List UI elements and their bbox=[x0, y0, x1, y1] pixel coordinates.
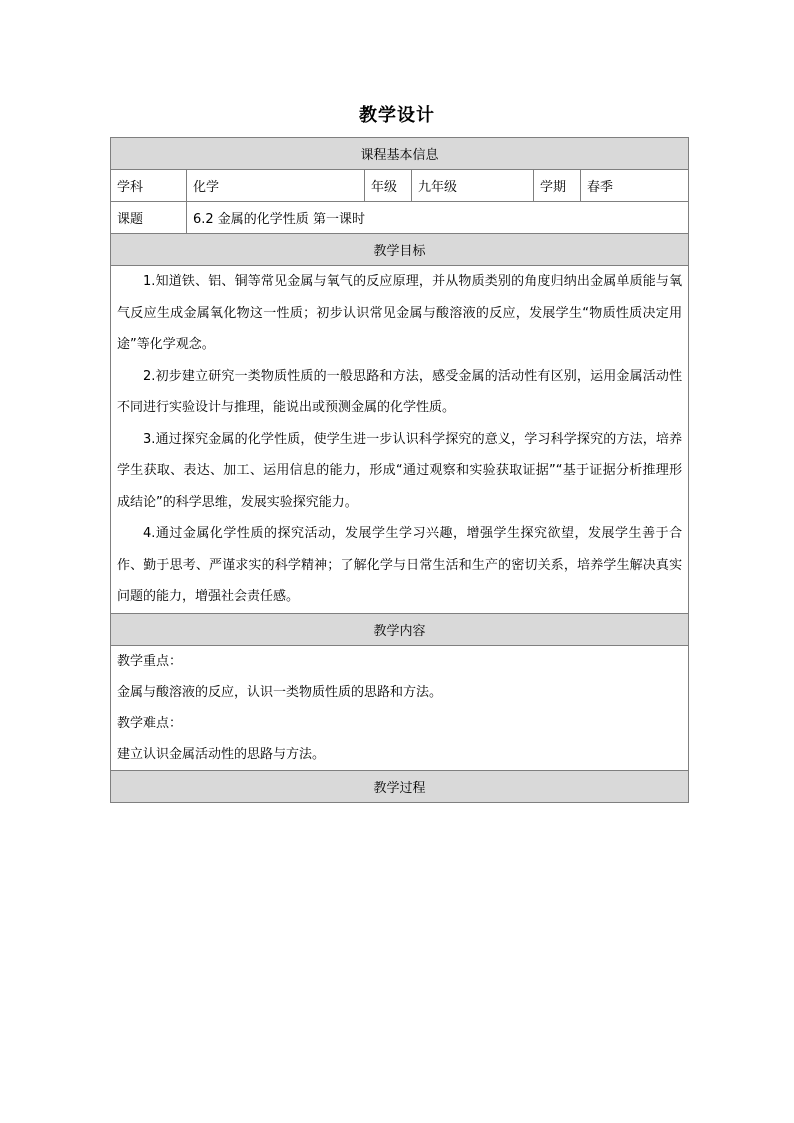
subject-row bbox=[111, 170, 689, 202]
topic-row bbox=[111, 202, 689, 234]
content-cell bbox=[111, 645, 689, 770]
term-label: 学期 bbox=[534, 170, 581, 202]
grade-value: 九年级 bbox=[412, 170, 534, 202]
objectives-row bbox=[111, 266, 689, 614]
difficulties-text: 建立认识金属活动性的思路与方法。 bbox=[117, 746, 326, 762]
subject-value: 化学 bbox=[187, 170, 365, 202]
content-header-row bbox=[111, 613, 689, 645]
grade-label: 年级 bbox=[365, 170, 412, 202]
basic-info-header: 课程基本信息 bbox=[111, 138, 689, 170]
objectives-header-row bbox=[111, 234, 689, 266]
process-header: 教学过程 bbox=[111, 770, 689, 802]
content-row bbox=[111, 645, 689, 770]
objectives-header: 教学目标 bbox=[111, 234, 689, 266]
term-value: 春季 bbox=[581, 170, 689, 202]
difficulties-label: 教学难点： bbox=[117, 715, 183, 731]
key-points-text: 金属与酸溶液的反应，认识一类物质性质的思路和方法。 bbox=[117, 684, 443, 700]
process-header-row bbox=[111, 770, 689, 802]
objective-item-2: 2.初步建立研究一类物质性质的一般思路和方法，感受金属的活动性有区别，运用金属活动性不同进行实验设计与推理，能说出或预测金属的化学性质。 bbox=[117, 368, 683, 415]
content-header: 教学内容 bbox=[111, 613, 689, 645]
lesson-plan-table bbox=[110, 137, 689, 803]
objective-item-4: 4.通过金属化学性质的探究活动，发展学生学习兴趣，增强学生探究欲望，发展学生善于合作、勤于思考、严谨求实的科学精神；了解化学与日常生活和生产的密切关系，培养学生解决真实问题的能力，增强社会责任感。 bbox=[117, 526, 683, 604]
key-points-label: 教学重点： bbox=[117, 653, 183, 669]
topic-value: 6.2 金属的化学性质 第一课时 bbox=[187, 202, 689, 234]
objective-item-1: 1.知道铁、铝、铜等常见金属与氧气的反应原理，并从物质类别的角度归纳出金属单质能与氧气反应生成金属氧化物这一性质；初步认识常见金属与酸溶液的反应，发展学生“物质性质决定用途”等化学观念。 bbox=[117, 274, 683, 352]
topic-label: 课题 bbox=[111, 202, 187, 234]
objectives-cell bbox=[111, 266, 689, 614]
subject-label: 学科 bbox=[111, 170, 187, 202]
objective-item-3: 3.通过探究金属的化学性质，使学生进一步认识科学探究的意义，学习科学探究的方法，培养学生获取、表达、加工、运用信息的能力，形成“通过观察和实验获取证据”“基于证据分析推理形成结论”的科学思维，发展实验探究能力。 bbox=[117, 431, 683, 510]
page-title: 教学设计 bbox=[359, 105, 435, 126]
basic-info-header-row bbox=[111, 138, 689, 170]
